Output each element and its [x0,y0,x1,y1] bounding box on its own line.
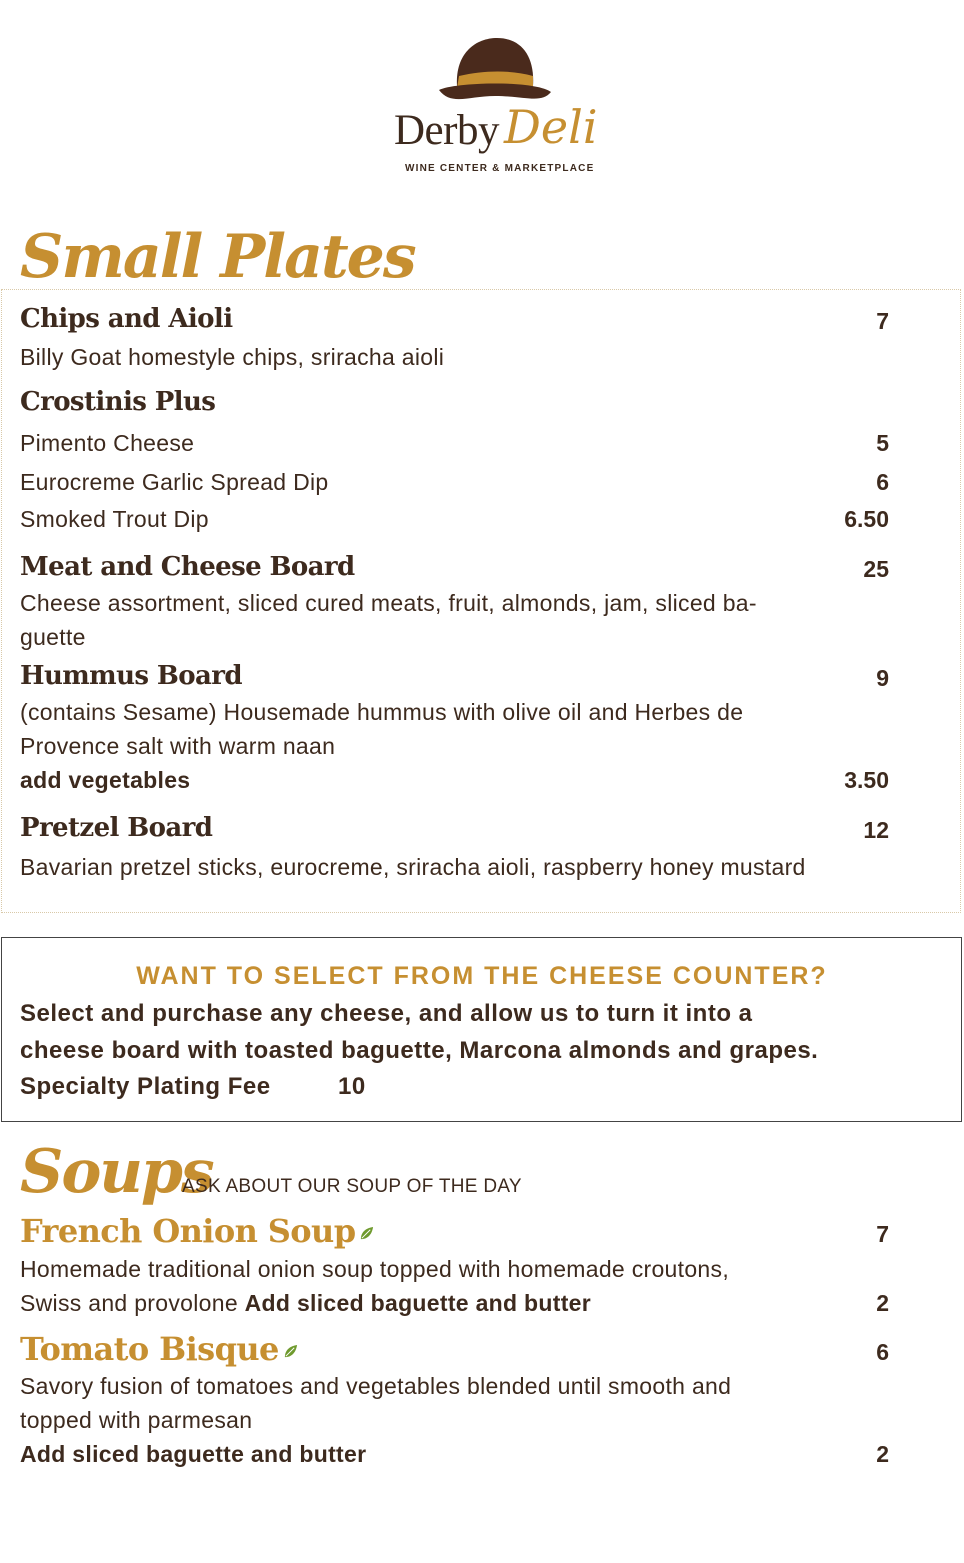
hummus-addon-price: 3.50 [844,767,889,793]
french-onion-desc-1: Homemade traditional onion soup topped with homemade croutons, [20,1256,730,1282]
meat-cheese-desc-1: Cheese assortment, sliced cured meats, fruit, almonds, jam, sliced ba- [20,590,757,616]
chips-aioli-price: 7 [876,308,889,334]
crostini-option-price: 5 [876,430,889,456]
hummus-desc-1: (contains Sesame) Housemade hummus with olive oil and Herbes de [20,699,744,725]
french-onion-heading [20,1212,374,1250]
logo-wordmark-deli: Deli [504,100,598,154]
leaf-icon [359,1226,374,1241]
soups-title: Soups [20,1137,213,1207]
bowler-hat-icon [435,34,555,110]
small-plates-title: Small Plates [20,222,415,292]
soups-subtitle: ASK ABOUT OUR SOUP OF THE DAY [182,1176,522,1197]
french-onion-addon: Add sliced baguette and butter [244,1290,592,1316]
french-onion-price: 7 [876,1221,889,1247]
crostini-option-price: 6.50 [844,506,889,532]
crostini-option-name: Eurocreme Garlic Spread Dip [20,469,329,495]
leaf-icon [283,1344,298,1359]
french-onion-desc-2-line [20,1290,591,1317]
crostini-option-name: Smoked Trout Dip [20,506,209,532]
cheese-counter-line-1: Select and purchase any cheese, and allow us to turn it into a [20,1000,753,1027]
pretzel-desc: Bavarian pretzel sticks, eurocreme, sriracha aioli, raspberry honey mustard [20,854,806,880]
tomato-bisque-addon-price: 2 [876,1441,889,1467]
meat-cheese-desc-2: guette [20,624,86,650]
cheese-counter-heading: WANT TO SELECT FROM THE CHEESE COUNTER? [136,962,828,990]
crostini-option-price: 6 [876,469,889,495]
pretzel-name: Pretzel Board [20,813,213,843]
meat-cheese-name: Meat and Cheese Board [20,552,355,582]
hummus-desc-2: Provence salt with warm naan [20,733,336,759]
tomato-bisque-desc-2: topped with parmesan [20,1407,253,1433]
french-onion-name: French Onion Soup [20,1212,356,1250]
tomato-bisque-addon: Add sliced baguette and butter [20,1441,367,1467]
tomato-bisque-name: Tomato Bisque [20,1330,279,1368]
hummus-price: 9 [876,665,889,691]
logo-wordmark-derby: Derby [394,107,499,154]
tomato-bisque-price: 6 [876,1339,889,1365]
crostinis-name: Crostinis Plus [20,387,216,417]
hummus-addon: add vegetables [20,767,191,793]
chips-aioli-name: Chips and Aioli [20,304,233,334]
logo [380,28,620,188]
hummus-name: Hummus Board [20,661,242,691]
logo-tagline: WINE CENTER & MARKETPLACE [405,163,595,174]
french-onion-addon-price: 2 [876,1290,889,1316]
plating-fee-label: Specialty Plating Fee [20,1073,271,1100]
cheese-counter-line-2: cheese board with toasted baguette, Marcona almonds and grapes. [20,1037,819,1064]
pretzel-price: 12 [863,817,889,843]
meat-cheese-price: 25 [863,556,889,582]
plating-fee-price: 10 [338,1073,366,1100]
tomato-bisque-desc-1: Savory fusion of tomatoes and vegetables blended until smooth and [20,1373,732,1399]
french-onion-desc-2: Swiss and provolone [20,1290,238,1316]
tomato-bisque-heading [20,1330,298,1368]
crostini-option-name: Pimento Cheese [20,430,195,456]
chips-aioli-desc: Billy Goat homestyle chips, sriracha aioli [20,344,445,370]
